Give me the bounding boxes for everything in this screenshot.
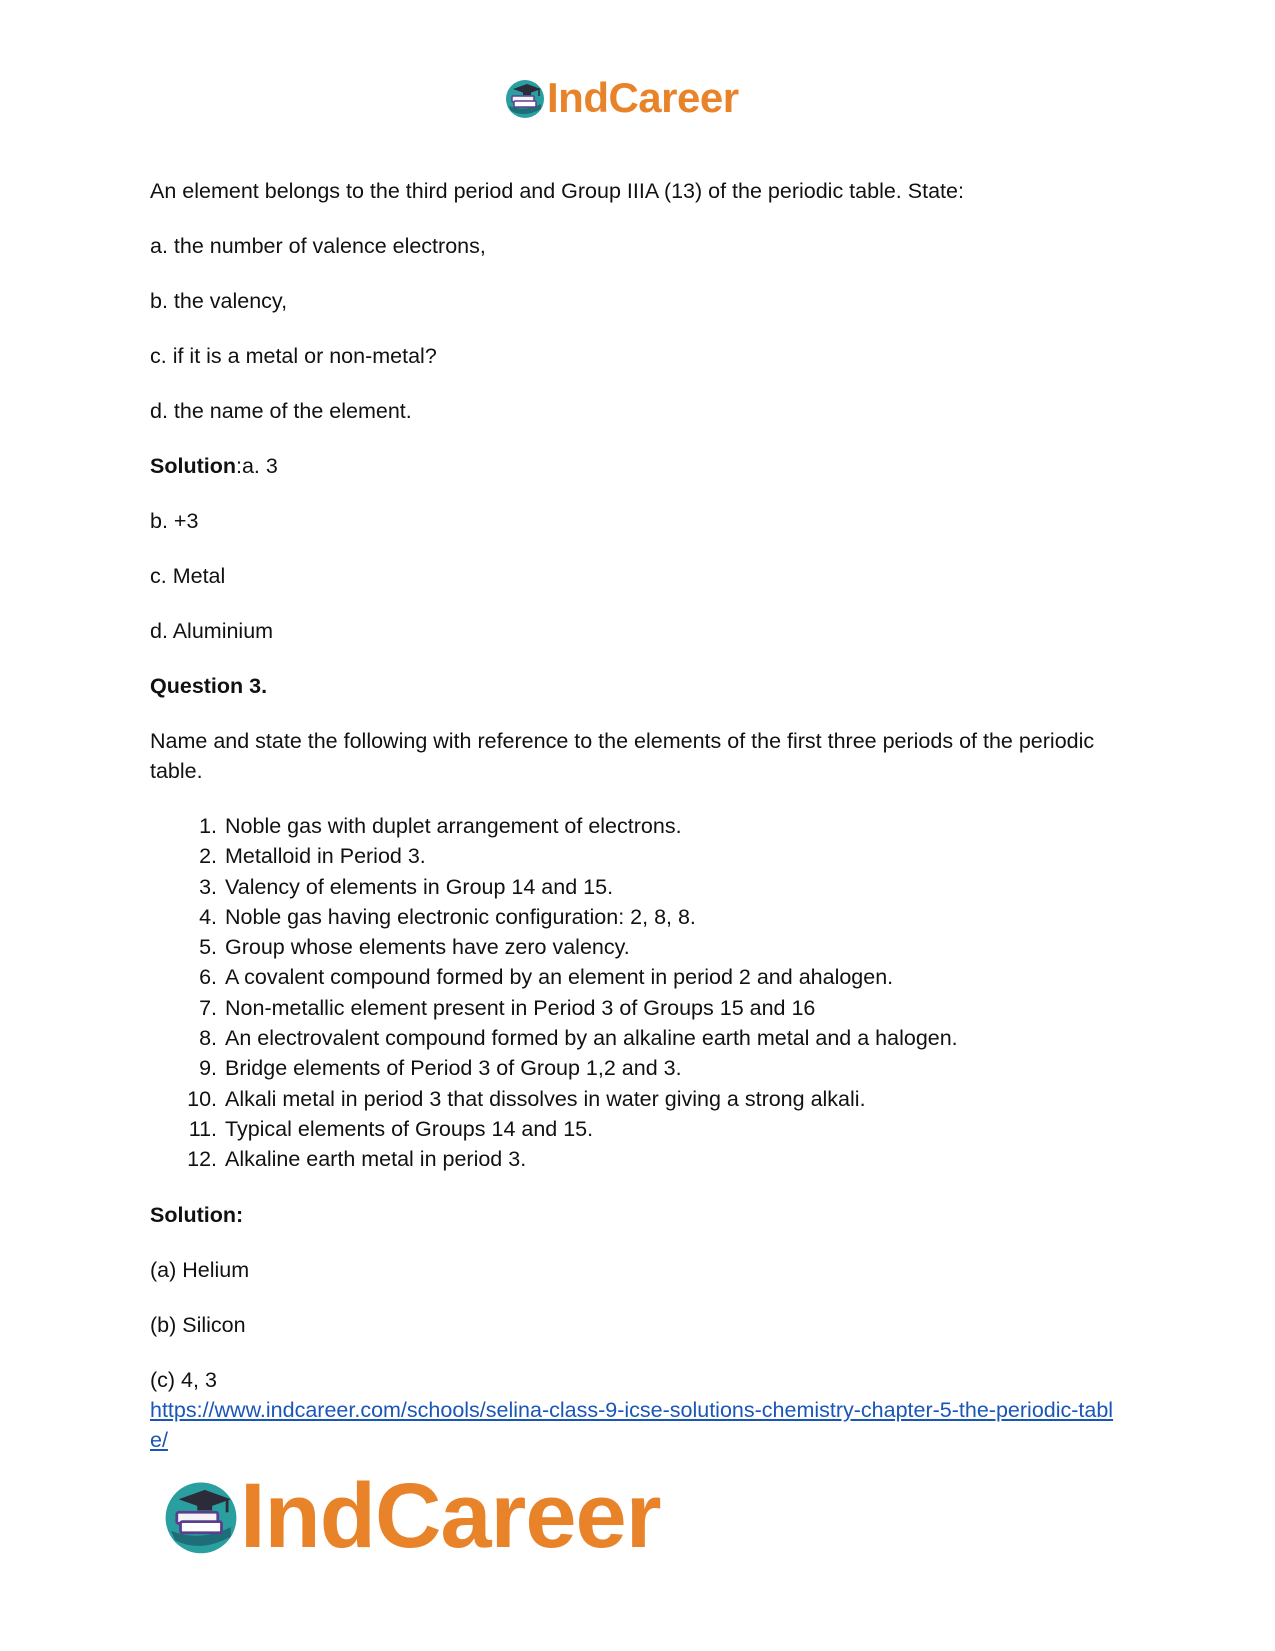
- list-item-text: Alkaline earth metal in period 3.: [225, 1147, 527, 1172]
- question-intro: An element belongs to the third period and Group IIIA (13) of the periodic table. State:: [150, 179, 964, 203]
- question-3-heading: [150, 671, 1130, 701]
- list-item: [150, 993, 1130, 1023]
- indcareer-emblem-icon: [160, 1475, 242, 1557]
- list-item: [150, 1114, 1130, 1144]
- part-d: d. the name of the element.: [150, 399, 412, 423]
- solution-2-heading: [150, 1200, 1130, 1230]
- indcareer-emblem-icon: [503, 76, 547, 120]
- solution-1-a: :a. 3: [235, 454, 278, 478]
- solution-1-b: b. +3: [150, 509, 199, 533]
- part-a: a. the number of valence electrons,: [150, 234, 486, 258]
- list-item: [150, 1053, 1130, 1083]
- list-item: [150, 1084, 1130, 1114]
- solution-1-label: Solution: [150, 454, 236, 478]
- list-item-number: 1.: [199, 814, 217, 838]
- list-item-text: Noble gas with duplet arrangement of electrons.: [225, 814, 682, 838]
- list-item-number: 7.: [199, 995, 217, 1020]
- solution-1-first: [150, 451, 1130, 481]
- list-item-text: Valency of elements in Group 14 and 15.: [225, 874, 614, 899]
- question-3-list: [150, 811, 1130, 1175]
- solution-2-a: (a) Helium: [150, 1257, 250, 1282]
- source-url-link[interactable]: https://www.indcareer.com/schools/selina-class-9-icse-solutions-chemistry-chapter-5-the-periodic-table/: [150, 1397, 1114, 1452]
- list-item: [150, 872, 1130, 902]
- list-item: [150, 962, 1130, 992]
- list-item-text: Typical elements of Groups 14 and 15.: [225, 1116, 594, 1141]
- list-item: [150, 902, 1130, 932]
- list-item-text: Bridge elements of Period 3 of Group 1,2 and 3.: [225, 1056, 682, 1081]
- list-item-number: 3.: [199, 874, 217, 899]
- solution-1-c: c. Metal: [150, 564, 226, 588]
- list-item-text: Non-metallic element present in Period 3 of Groups 15 and 16: [225, 995, 816, 1020]
- list-item-number: 12.: [187, 1147, 217, 1172]
- document-body: [150, 176, 1130, 1455]
- question-3-heading-text: Question 3.: [150, 674, 268, 698]
- list-item: [150, 841, 1130, 871]
- list-item: [150, 932, 1130, 962]
- list-item-text: Noble gas having electronic configuration: 2, 8, 8.: [225, 904, 696, 929]
- list-item-number: 6.: [199, 965, 217, 990]
- part-b: b. the valency,: [150, 289, 288, 313]
- list-item-number: 10.: [187, 1086, 217, 1111]
- list-item-number: 2.: [199, 844, 217, 869]
- part-c: c. if it is a metal or non-metal?: [150, 344, 437, 368]
- list-item: [150, 1144, 1130, 1174]
- header-logo: [503, 76, 739, 120]
- header-logo-text: IndCareer: [547, 74, 739, 121]
- list-item-text: Alkali metal in period 3 that dissolves in water giving a strong alkali.: [225, 1086, 866, 1111]
- list-item-number: 11.: [188, 1116, 217, 1141]
- list-item-text: A covalent compound formed by an element in period 2 and ahalogen.: [225, 965, 894, 990]
- list-item-text: An electrovalent compound formed by an alkaline earth metal and a halogen.: [225, 1026, 958, 1051]
- list-item-number: 8.: [199, 1026, 217, 1051]
- list-item-text: Group whose elements have zero valency.: [225, 935, 630, 960]
- solution-2-label: Solution:: [150, 1202, 244, 1227]
- list-item-number: 9.: [199, 1056, 217, 1081]
- list-item-text: Metalloid in Period 3.: [225, 844, 426, 869]
- list-item: [150, 811, 1130, 841]
- list-item-number: 4.: [199, 904, 217, 929]
- list-item: [150, 1023, 1130, 1053]
- footer-logo-text: IndCareer: [240, 1465, 661, 1567]
- solution-2-c: (c) 4, 3: [150, 1367, 217, 1392]
- footer-link-line: [150, 1395, 1130, 1455]
- solution-2-b: (b) Silicon: [150, 1312, 246, 1337]
- question-3-intro: Name and state the following with reference to the elements of the first three periods of the periodic table.: [150, 729, 1095, 783]
- list-item-number: 5.: [199, 935, 217, 960]
- solution-1-d: d. Aluminium: [150, 619, 274, 643]
- footer-logo: [160, 1465, 661, 1567]
